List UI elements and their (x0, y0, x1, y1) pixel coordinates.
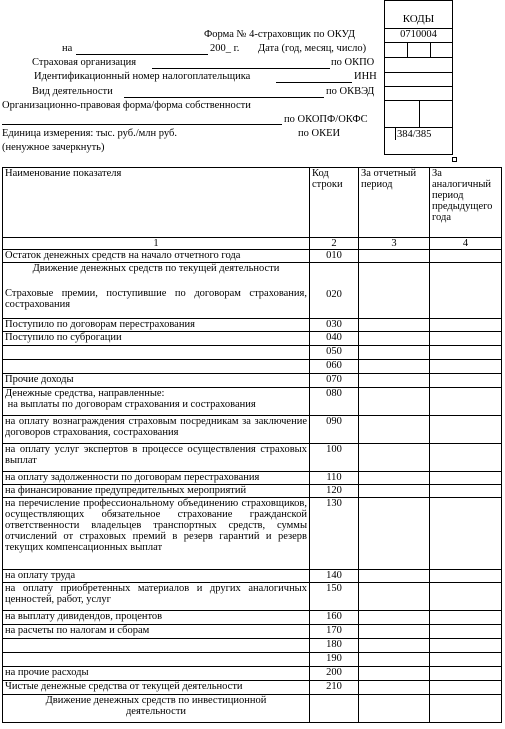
row-code: 190 (310, 653, 359, 667)
date-divider-1 (407, 42, 408, 57)
row-code: 120 (310, 485, 359, 498)
table-row (3, 346, 502, 360)
row-current-cell[interactable] (359, 263, 430, 319)
header-name: Наименование показателя (3, 168, 310, 238)
row-label[interactable] (3, 639, 310, 653)
row-previous-cell[interactable] (430, 374, 502, 388)
row-previous-cell[interactable] (430, 250, 502, 263)
legal-form-label: Организационно-правовая форма/форма собственности (2, 100, 251, 111)
row-code: 160 (310, 611, 359, 625)
row-label: на выплату дивидендов, процентов (3, 611, 310, 625)
row-previous-cell[interactable] (430, 346, 502, 360)
row-current-cell[interactable] (359, 695, 430, 723)
row-previous-cell[interactable] (430, 611, 502, 625)
row-label: Страховые премии, поступившие по договорам страхования, сострахования (5, 288, 307, 310)
section-title: Движение денежных средств по текущей деятельности (32, 263, 280, 274)
row-current-cell[interactable] (359, 485, 430, 498)
row-label: на оплату задолженности по договорам перестрахования (3, 472, 310, 485)
row-label: на выплаты по договорам страхования и сострахования (5, 399, 256, 410)
okud-code-cell (385, 28, 452, 42)
row-previous-cell[interactable] (430, 570, 502, 583)
inn-code-cell[interactable] (385, 72, 452, 86)
row-label: на расчеты по налогам и сборам (3, 625, 310, 639)
date-divider-2 (430, 42, 431, 57)
table-row (3, 653, 502, 667)
row-current-cell[interactable] (359, 611, 430, 625)
row-code: 110 (310, 472, 359, 485)
row-code: 100 (310, 444, 359, 472)
row-label: Поступило по договорам перестрахования (3, 319, 310, 332)
okved-label: по ОКВЭД (326, 86, 375, 97)
insurer-label: Страховая организация (32, 57, 137, 68)
row-previous-cell[interactable] (430, 485, 502, 498)
table-row (3, 374, 502, 388)
row-label[interactable] (3, 360, 310, 374)
date-code-cell[interactable] (385, 42, 452, 57)
date-label: Дата (год, месяц, число) (258, 43, 367, 54)
row-previous-cell[interactable] (430, 681, 502, 695)
row-current-cell[interactable] (359, 444, 430, 472)
table-row (3, 388, 502, 416)
row-current-cell[interactable] (359, 498, 430, 570)
row-code: 200 (310, 667, 359, 681)
okopf-divider (419, 100, 420, 127)
row-label: Остаток денежных средств на начало отчетного года (3, 250, 310, 263)
row-code: 150 (310, 583, 359, 611)
header-current: За отчетный период (359, 168, 430, 238)
row-current-cell[interactable] (359, 332, 430, 346)
okei-label: по ОКЕИ (298, 128, 341, 139)
row-code: 010 (310, 250, 359, 263)
row-label: на оплату вознаграждения страховым посредникам за заключение договоров страхования, сострахования (3, 416, 310, 444)
row-code: 210 (310, 681, 359, 695)
row-previous-cell[interactable] (430, 319, 502, 332)
row-current-cell[interactable] (359, 583, 430, 611)
header-code: Код строки (310, 168, 359, 238)
row-previous-cell[interactable] (430, 360, 502, 374)
column-number: 2 (310, 238, 359, 250)
year-text: 200_ г. (210, 43, 240, 54)
row-label-cell (3, 388, 310, 416)
row-previous-cell[interactable] (430, 263, 502, 319)
row-previous-cell[interactable] (430, 444, 502, 472)
table-row (3, 498, 502, 570)
okei-code: 384/385 (397, 129, 432, 140)
row-current-cell[interactable] (359, 360, 430, 374)
row-current-cell[interactable] (359, 681, 430, 695)
table-row (3, 695, 502, 723)
row-previous-cell[interactable] (430, 667, 502, 681)
unit-label: Единица измерения: тыс. руб./млн руб. (2, 128, 177, 139)
row-code: 180 (310, 639, 359, 653)
row-code: 170 (310, 625, 359, 639)
row-current-cell[interactable] (359, 346, 430, 360)
section-title: Движение денежных средств по инвестиционной деятельности (3, 695, 310, 723)
row-code: 080 (310, 388, 359, 416)
column-number: 1 (3, 238, 310, 250)
row-label: Прочие доходы (3, 374, 310, 388)
row-current-cell[interactable] (359, 570, 430, 583)
header-previous: За аналогичный период предыдущего года (430, 168, 502, 238)
legal-form-field[interactable] (2, 124, 282, 125)
insurer-field[interactable] (152, 68, 330, 69)
section-title: Денежные средства, направленные: (5, 388, 165, 399)
table-row (3, 444, 502, 472)
row-label[interactable] (3, 346, 310, 360)
table-row (3, 639, 502, 653)
row-current-cell[interactable] (359, 625, 430, 639)
table-row (3, 611, 502, 625)
codes-title: КОДЫ (402, 13, 435, 25)
inn-label-left: Идентификационный номер налогоплательщика (34, 71, 251, 82)
table-row (3, 332, 502, 346)
table-row (3, 681, 502, 695)
row-label: на оплату труда (3, 570, 310, 583)
row-code: 050 (310, 346, 359, 360)
row-code: 090 (310, 416, 359, 444)
table-row (3, 583, 502, 611)
row-current-cell[interactable] (359, 388, 430, 416)
table-row (3, 472, 502, 485)
row-code: 060 (310, 360, 359, 374)
row-previous-cell[interactable] (430, 332, 502, 346)
row-current-cell[interactable] (359, 667, 430, 681)
row-previous-cell[interactable] (430, 498, 502, 570)
table-row (3, 319, 502, 332)
okei-divider (395, 127, 396, 140)
row-current-cell[interactable] (359, 416, 430, 444)
codes-box (384, 0, 453, 155)
corner-square (452, 157, 457, 162)
row-previous-cell[interactable] (430, 388, 502, 416)
row-previous-cell[interactable] (430, 472, 502, 485)
table-row (3, 250, 502, 263)
row-code: 040 (310, 332, 359, 346)
row-current-cell[interactable] (359, 319, 430, 332)
row-current-cell[interactable] (359, 472, 430, 485)
row-current-cell[interactable] (359, 653, 430, 667)
row-previous-cell[interactable] (430, 416, 502, 444)
form-line: Форма № 4-страховщик по ОКУД (204, 29, 356, 40)
table-row (3, 570, 502, 583)
cash-flow-table (2, 167, 502, 723)
row-code (310, 695, 359, 723)
row-previous-cell[interactable] (430, 653, 502, 667)
okopf-label: по ОКОПФ/ОКФС (284, 114, 368, 125)
row-previous-cell[interactable] (430, 639, 502, 653)
table-row (3, 360, 502, 374)
row-label: Поступило по суброгации (3, 332, 310, 346)
column-number-row (3, 238, 502, 250)
table-row (3, 667, 502, 681)
inn-label: ИНН (354, 71, 377, 82)
okpo-code-cell[interactable] (385, 57, 452, 72)
row-current-cell[interactable] (359, 639, 430, 653)
table-row (3, 485, 502, 498)
row-label-cell (3, 263, 310, 319)
row-previous-cell[interactable] (430, 695, 502, 723)
activity-label: Вид деятельности (32, 86, 113, 97)
date-field[interactable] (76, 54, 208, 55)
row-label: Чистые денежные средства от текущей деятельности (3, 681, 310, 695)
row-code: 020 (310, 263, 359, 319)
row-code: 130 (310, 498, 359, 570)
column-number: 4 (430, 238, 502, 250)
table-row (3, 625, 502, 639)
date-prefix: на (62, 43, 73, 54)
row-current-cell[interactable] (359, 250, 430, 263)
activity-field[interactable] (124, 97, 324, 98)
table-row (3, 416, 502, 444)
column-number: 3 (359, 238, 430, 250)
unit-note: (ненужное зачеркнуть) (2, 142, 105, 153)
row-label: на перечисление профессиональному объединению страховщиков, осуществляющих обязательное страхование гражданской ответственности владельцев транспортных средств, суммы отчислений от страховых премий в резерв гарантий и резерв текущих компенсационных выплат (3, 498, 310, 570)
row-previous-cell[interactable] (430, 625, 502, 639)
row-label: на оплату приобретенных материалов и других аналогичных ценностей, работ, услуг (3, 583, 310, 611)
row-label[interactable] (3, 653, 310, 667)
okud-code: 0710004 (400, 29, 437, 40)
row-code: 070 (310, 374, 359, 388)
okved-code-cell[interactable] (385, 86, 452, 100)
okpo-label: по ОКПО (331, 57, 375, 68)
row-label: на оплату услуг экспертов в процессе осуществления страховых выплат (3, 444, 310, 472)
row-previous-cell[interactable] (430, 583, 502, 611)
table-header-row (3, 168, 502, 238)
table-row (3, 263, 502, 319)
row-label: на финансирование предупредительных мероприятий (3, 485, 310, 498)
inn-field[interactable] (276, 82, 352, 83)
row-code: 030 (310, 319, 359, 332)
row-label: на прочие расходы (3, 667, 310, 681)
row-code: 140 (310, 570, 359, 583)
row-current-cell[interactable] (359, 374, 430, 388)
